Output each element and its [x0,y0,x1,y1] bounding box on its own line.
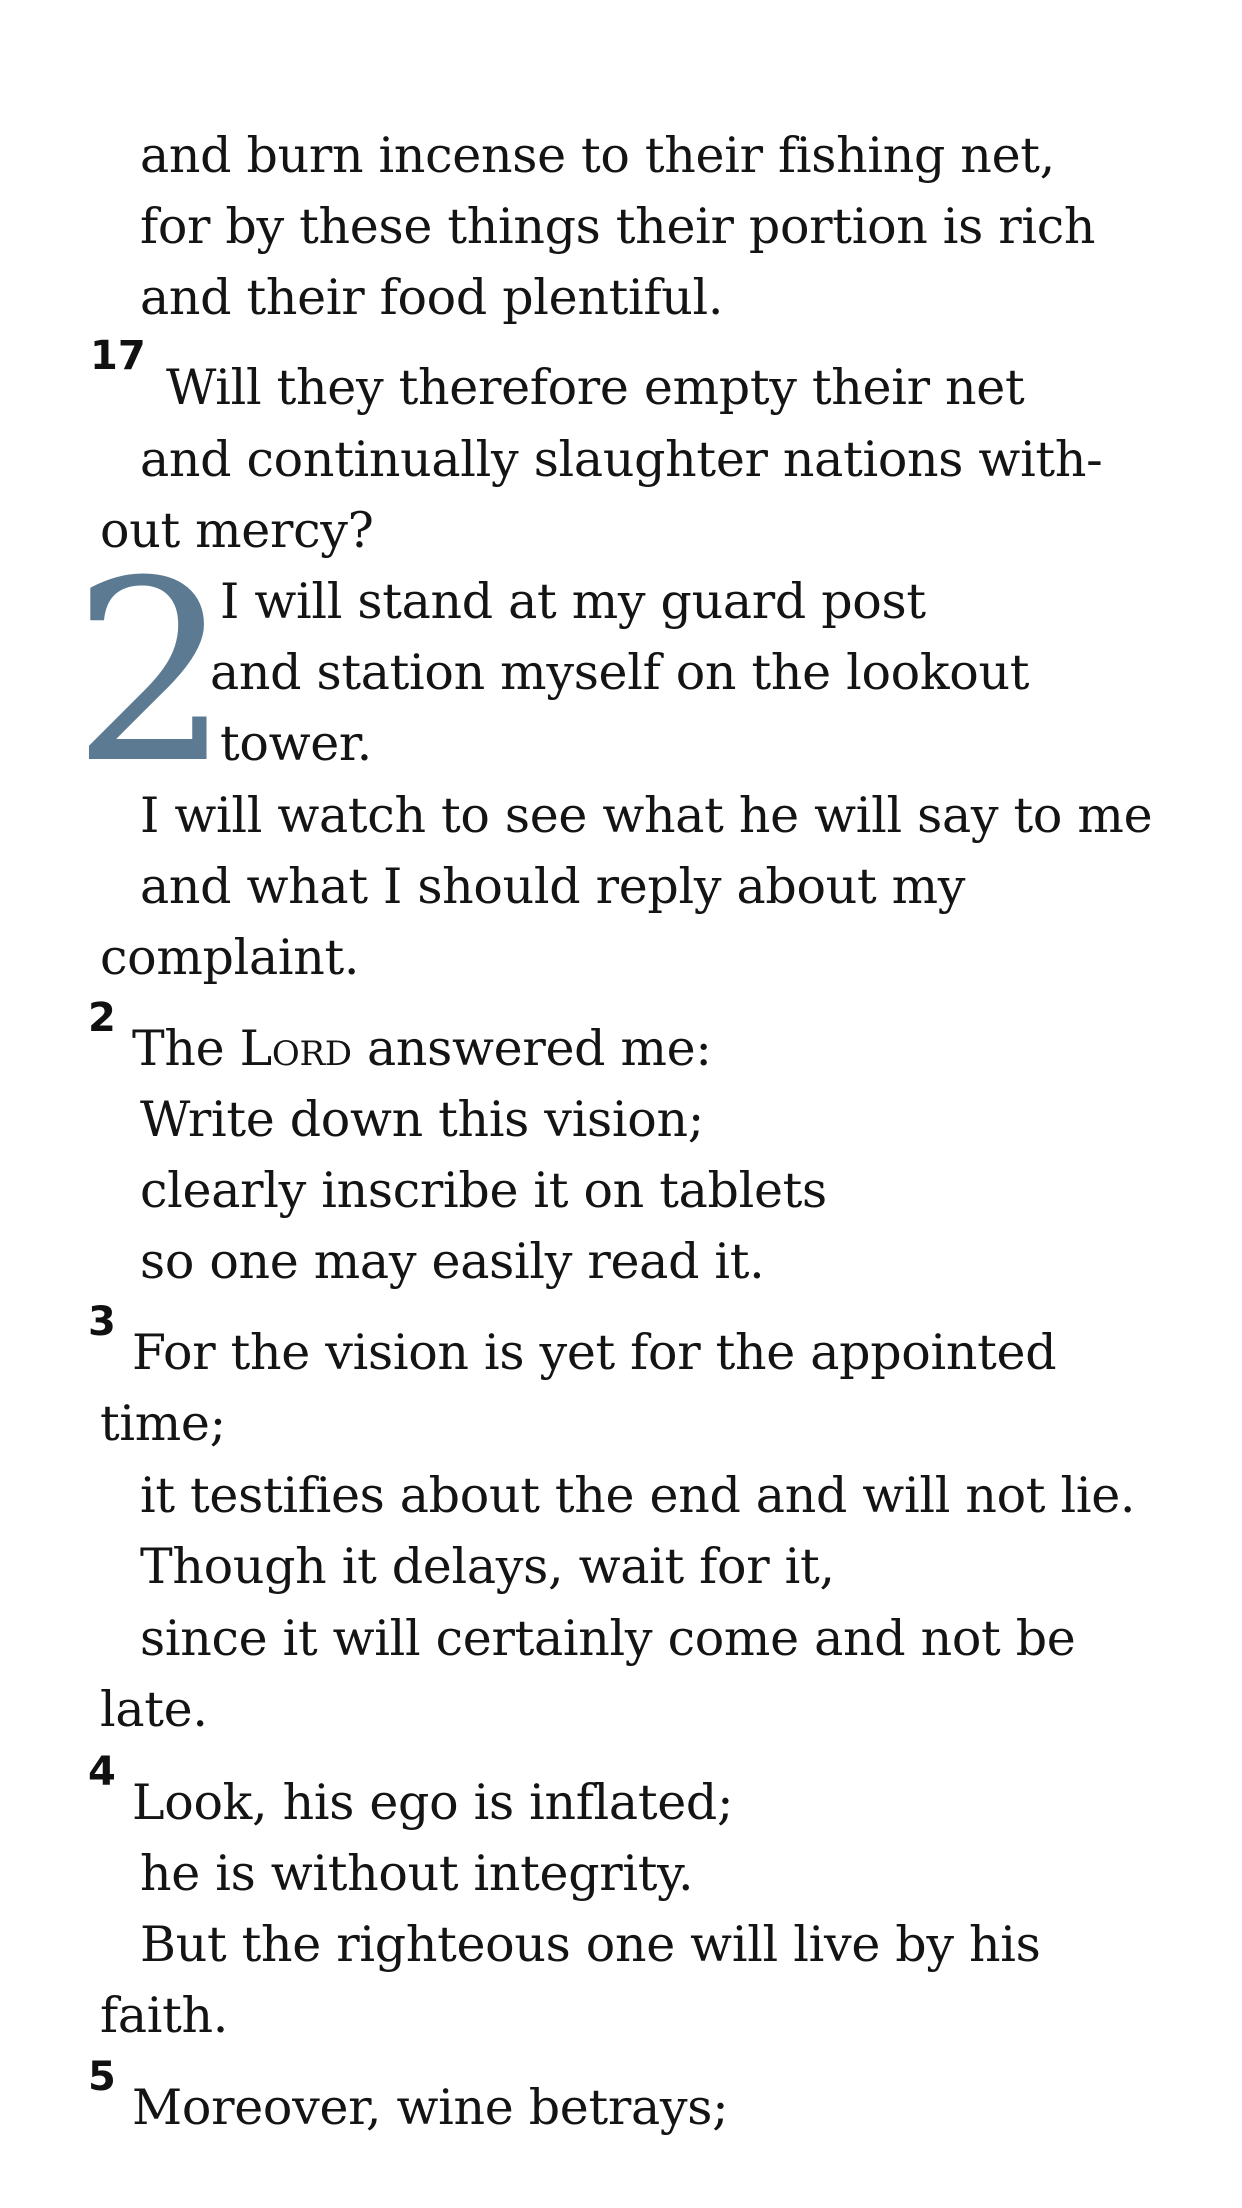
poetry-line [132,1019,712,1079]
poetry-line: Write down this vision; [140,1091,704,1148]
poetry-line: For the vision is yet for the appointed [132,1324,1057,1381]
poetry-line: Look, his ego is inflated; [132,1774,734,1831]
poetry-line: and station myself on the lookout [210,644,1030,701]
line-text: answered me: [351,1020,712,1077]
poetry-line: clearly inscribe it on tablets [140,1162,827,1219]
verse-number[interactable]: 3 [88,1299,116,1345]
poetry-line: and what I should reply about my [140,858,966,915]
poetry-line: he is without integrity. [140,1845,694,1902]
poetry-line: for by these things their portion is rich [140,198,1096,255]
poetry-line: But the righteous one will live by his [140,1916,1041,1973]
poetry-line: Though it delays, wait for it, [140,1538,835,1595]
chapter-number-dropcap: 2 [72,527,232,818]
poetry-line: Will they therefore empty their net [166,359,1025,416]
poetry-line: and their food plentiful. [140,269,724,326]
poetry-line: so one may easily read it. [140,1233,765,1290]
poetry-line: Moreover, wine betrays; [132,2079,729,2136]
poetry-line: I will watch to see what he will say to me [140,787,1153,844]
poetry-line: faith. [100,1987,229,2044]
poetry-line: since it will certainly come and not be [140,1610,1076,1667]
verse-number[interactable]: 4 [88,1749,116,1795]
poetry-line: and burn incense to their fishing net, [140,127,1055,184]
poetry-line: time; [100,1395,226,1452]
line-text: The [132,1020,240,1077]
poetry-line: it testifies about the end and will not lie. [140,1467,1136,1524]
verse-number[interactable]: 2 [88,995,116,1041]
poetry-line: late. [100,1681,208,1738]
poetry-line: I will stand at my guard post [220,573,926,630]
poetry-line: and continually slaughter nations with- [140,431,1103,488]
verse-number[interactable]: 5 [88,2054,116,2100]
poetry-line: out mercy? [100,502,374,559]
verse-number[interactable]: 17 [90,333,146,379]
poetry-line: complaint. [100,929,360,986]
divine-name-lord: Lord [239,1020,352,1077]
poetry-line: tower. [220,715,372,772]
